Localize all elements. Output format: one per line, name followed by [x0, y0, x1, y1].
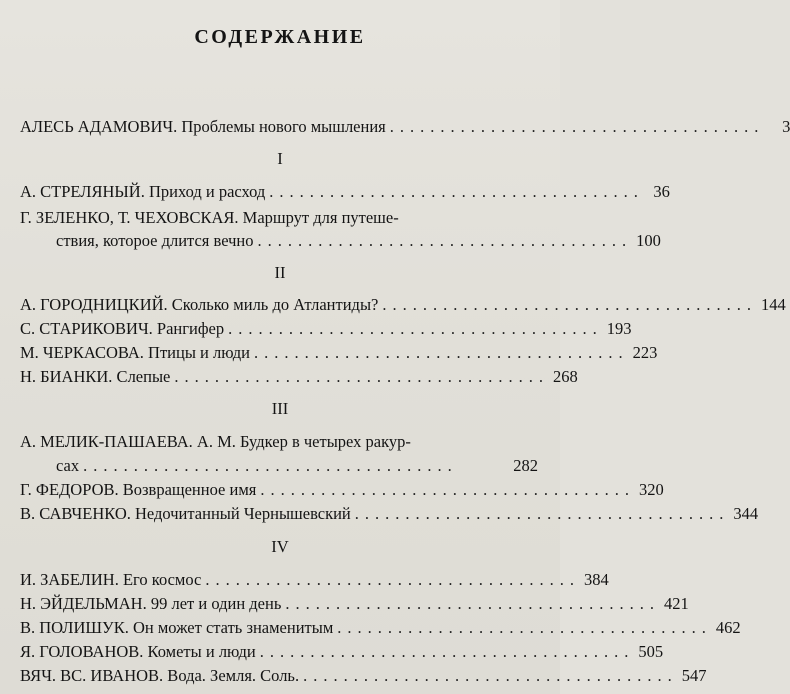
page-number: 344: [733, 504, 759, 523]
dot-leader: .....................................: [174, 367, 549, 386]
toc-entry: [20, 366, 578, 388]
dot-leader: .....................................: [253, 343, 629, 362]
page-number: 144: [760, 295, 786, 314]
toc-entry: [20, 479, 664, 501]
section-numeral: III: [271, 399, 289, 418]
page-number: 268: [553, 367, 578, 386]
entry-text: М. ЧЕРКАСОВА. Птицы и люди: [20, 343, 250, 362]
dot-leader: .....................................: [337, 618, 712, 637]
dot-leader: .....................................: [259, 642, 635, 661]
entry-text: ствия, которое длится вечно: [56, 231, 254, 250]
page-number: 193: [606, 319, 632, 338]
entry-text: А. ГОРОДНИЦКИЙ. Сколько миль до Атлантиды?: [20, 295, 379, 314]
toc-entry-intro: [20, 116, 790, 138]
entry-text: Н. ЭЙДЕЛЬМАН. 99 лет и один день: [20, 594, 282, 613]
toc-entry: [20, 207, 538, 229]
section-numeral: I: [277, 149, 283, 168]
dot-leader: .....................................: [83, 456, 458, 475]
toc-entry: [20, 617, 741, 639]
entry-text: С. СТАРИКОВИЧ. Рангифер: [20, 319, 225, 338]
toc-entry: [20, 593, 689, 615]
page-number: 282: [513, 456, 538, 475]
entry-text: В. ПОЛИШУК. Он может стать знаменитым: [20, 618, 334, 637]
page-number: 36: [653, 182, 670, 201]
toc-entry: [20, 342, 658, 364]
toc-entry: [20, 318, 632, 340]
page-number: 505: [638, 642, 664, 661]
entry-text: Н. БИАНКИ. Слепые: [20, 367, 171, 386]
dot-leader: .....................................: [228, 319, 603, 338]
toc-entry: [20, 181, 670, 203]
entry-text: В. САВЧЕНКО. Недочитанный Чернышевский: [20, 504, 351, 523]
entry-text: Г. ФЕДОРОВ. Возвращенное имя: [20, 480, 257, 499]
dot-leader: .....................................: [205, 570, 580, 589]
toc-entry: [20, 641, 664, 663]
dot-leader: .....................................: [354, 504, 730, 523]
page-number: 3: [782, 117, 790, 136]
toc-entry-continuation: [56, 230, 661, 252]
section-numeral: II: [274, 263, 286, 282]
entry-text: Я. ГОЛОВАНОВ. Кометы и люди: [20, 642, 256, 661]
dot-leader: .....................................: [389, 117, 765, 136]
page-number: 100: [636, 231, 661, 250]
dot-leader: .....................................: [382, 295, 757, 314]
dot-leader: .....................................: [260, 480, 635, 499]
entry-text: А. МЕЛИК-ПАШАЕВА. А. М. Будкер в четырех ракур-: [20, 432, 411, 451]
page-number: 320: [638, 480, 664, 499]
entry-text: А. СТРЕЛЯНЫЙ. Приход и расход: [20, 182, 266, 201]
toc-entry: [20, 431, 538, 453]
entry-text: АЛЕСЬ АДАМОВИЧ. Проблемы нового мышления: [20, 117, 386, 136]
entry-text: сах: [56, 456, 80, 475]
page-title: СОДЕРЖАНИЕ: [194, 26, 366, 48]
page-number: 223: [632, 343, 658, 362]
toc-entry: [20, 665, 707, 687]
page-number: 384: [583, 570, 609, 589]
page-number: 462: [715, 618, 741, 637]
toc-entry: [20, 503, 759, 525]
dot-leader: .....................................: [257, 231, 633, 250]
entry-text: ВЯЧ. ВС. ИВАНОВ. Вода. Земля. Соль.: [20, 666, 300, 685]
section-numeral: IV: [271, 537, 289, 556]
page-number: 547: [681, 666, 707, 685]
entry-text: И. ЗАБЕЛИН. Его космос: [20, 570, 202, 589]
dot-leader: .....................................: [285, 594, 660, 613]
page-number: 421: [663, 594, 689, 613]
toc-entry: [20, 294, 786, 316]
entry-text: Г. ЗЕЛЕНКО, Т. ЧЕХОВСКАЯ. Маршрут для путеше-: [20, 208, 399, 227]
dot-leader: .....................................: [269, 182, 644, 201]
toc-entry: [20, 569, 609, 591]
dot-leader: .....................................: [303, 666, 678, 685]
toc-entry-continuation: [56, 455, 538, 477]
